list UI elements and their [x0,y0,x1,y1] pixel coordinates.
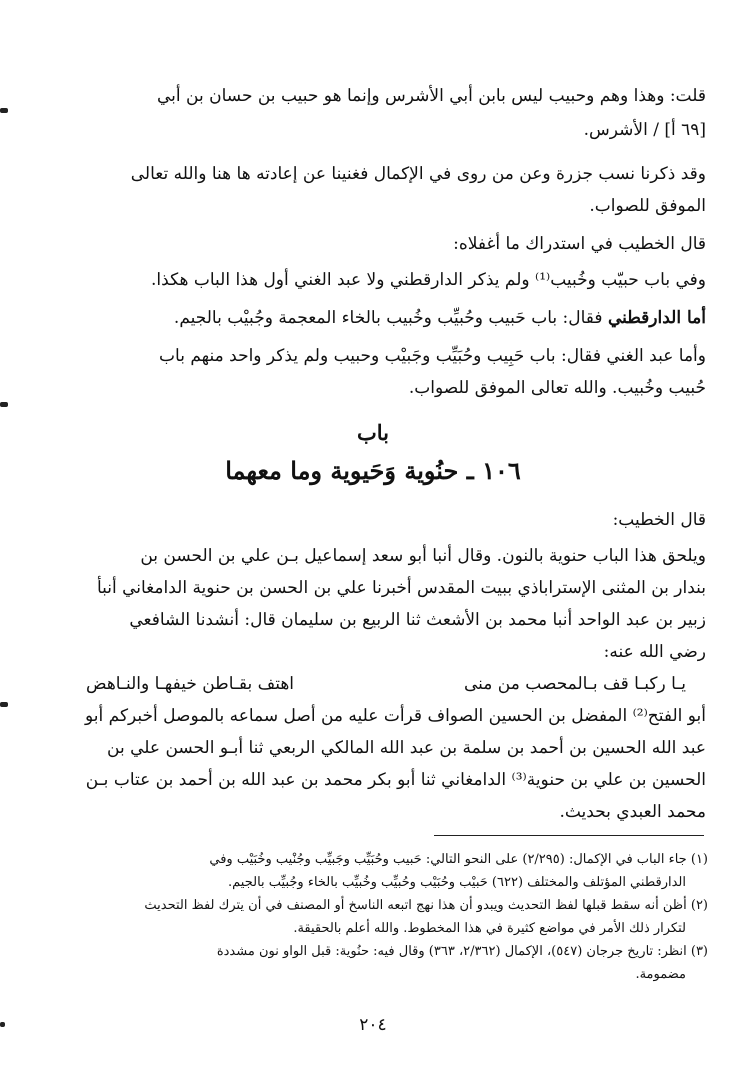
body-line: ويلحق هذا الباب حنوية بالنون. وقال أنبا أبو سعد إسماعيل بـن علي بن الحسن بن [140,546,706,566]
body-line: الموفق للصواب. [589,196,706,216]
body-line: بندار بن المثنى الإستراباذي ببيت المقدس أخبرنا علي بن الحسن بن حنوية الدامغاني أنبأ [96,578,706,598]
footnote-2-line: (٢) أظن أنه سقط قبلها لفظ التحديث ويبدو أن هذا نهج اتبعه الناسخ أو المصنف في أن يترك لفظ التحديث [144,898,708,913]
body-line [58,308,706,328]
footnote-1-line: الدارقطني المؤتلف والمختلف (٦٢٢) حَبيْب وحُبَيْب وحُبيِّب وخُبيِّب بالخاء وجُبيِّب بالجيم. [228,875,686,890]
verse-hemistich-first: يـا ركبـا قف بـالمحصب من منى [464,674,686,694]
body-line: عبد الله الحسين بن أحمد بن سلمة بن عبد الله المالكي الربعي ثنا أبـو الحسن علي بن [107,738,706,758]
body-line: حُبيب وخُبيب. والله تعالى الموفق للصواب. [408,378,706,398]
body-line: زبير بن عبد الواحد أنبا محمد بن الأشعث ثنا الربيع بن سليمان قال: أنشدنا الشافعي [129,610,706,630]
section-title: ١٠٦ ـ حنُوية وَحَيوية وما معهما [225,456,521,485]
verse-hemistich-second: اهتف بقـاطن خيفهـا والنـاهض [86,674,295,694]
body-line: وأما عبد الغني فقال: باب حَبِيب وحُبَيِّب وجَبيْب وحبيب ولم يذكر واحد منهم باب [159,346,706,366]
body-line: قلت: وهذا وهم وحبيب ليس بابن أبي الأشرس وإنما هو حبيب بن حسان بن أبي [157,86,706,106]
footnote-3-line: مضمومة. [635,967,686,982]
footnotes [58,848,708,986]
footnote-1-line: (١) جاء الباب في الإكمال: (٢/٢٩٥) على النحو التالي: حَبيب وحُبَيِّب وجَبيِّب وجُنْيب وخُبَيْب وفي [209,852,708,867]
body-line: الحسين بن علي بن حنوية⁽³⁾ الدامغاني ثنا أبو بكر محمد بن عبد الله بن أحمد بن عتاب بـن [85,770,706,790]
page-number: ٢٠٤ [359,1015,387,1035]
body-line: قال الخطيب في استدراك ما أغفلاه: [453,234,706,254]
bold-term: أما الدارقطني [607,308,706,328]
edge-mark [0,402,8,407]
footnote-2-line: لتكرار ذلك الأمر في مواضع كثيرة في هذا المخطوط. والله أعلم بالحقيقة. [293,921,686,936]
body-line: قال الخطيب: [612,510,706,530]
footnote-divider [434,835,704,836]
body-line: أبو الفتح⁽²⁾ المفضل بن الحسين الصواف قرأت عليه من أصل سماعه بالموصل أخبركم أبو [84,706,706,726]
body-text: فقال: باب حَبيب وحُبيِّب وخُبيب بالخاء المعجمة وجُبيْب بالجيم. [173,308,603,328]
footnote-3-line: (٣) انظر: تاريخ جرجان (٥٤٧)، الإكمال (٢/٣٦٢، ٣٦٣) وقال فيه: حنُوية: قبل الواو نون مشددة [216,944,708,959]
edge-mark [0,702,8,707]
body-line: [٦٩ أ] / الأشرس. [583,120,706,140]
body-line: محمد العبدي بحديث. [559,802,706,822]
body-line: وفي باب حبيّب وخُبيب⁽¹⁾ ولم يذكر الدارقطني ولا عبد الغني أول هذا الباب هكذا. [151,270,706,290]
poem-verse [86,674,686,694]
edge-mark [0,1022,5,1027]
section-word: باب [356,420,389,445]
edge-mark [0,108,8,113]
body-line: وقد ذكرنا نسب جزرة وعن من روى في الإكمال فغنينا عن إعادته ها هنا والله تعالى [130,164,706,184]
body-line: رضي الله عنه: [603,642,706,662]
